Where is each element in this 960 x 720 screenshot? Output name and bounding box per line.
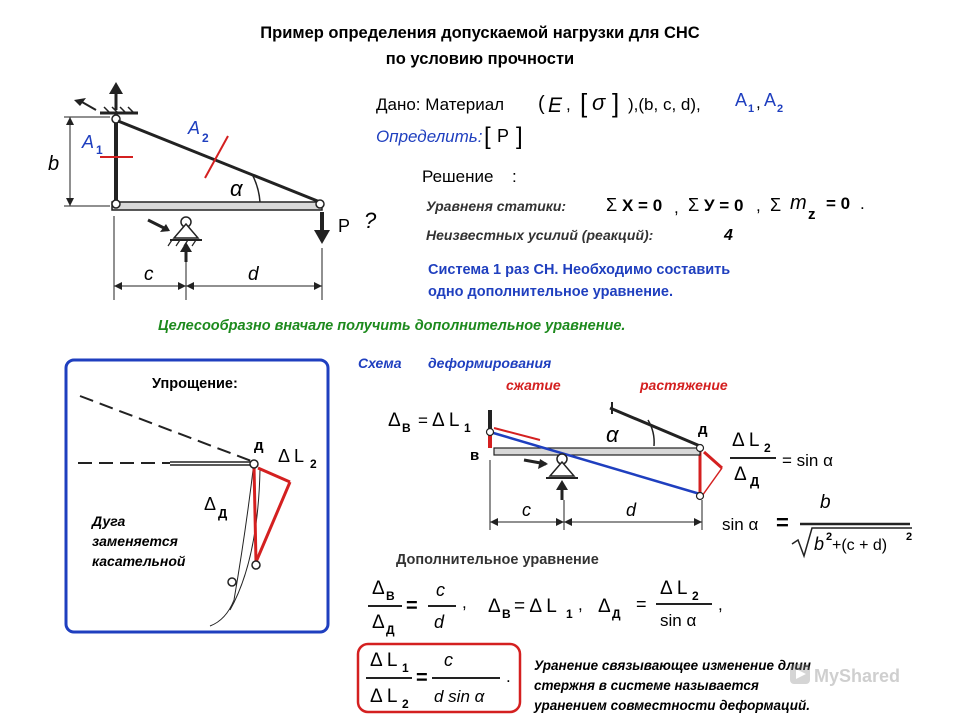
find-label: Определить: <box>376 127 483 146</box>
given-block <box>376 88 783 150</box>
solution-label: Решение <box>422 167 494 186</box>
sin-label: sin α <box>722 515 759 534</box>
watermark <box>790 664 900 686</box>
given-a1-sub: 1 <box>748 103 755 115</box>
compression-label: сжатие <box>506 377 561 393</box>
load-arrow-head <box>314 230 330 244</box>
green-note: Целесообразно вначале получить дополнительное уравнение. <box>158 318 626 334</box>
arc-note-3: касательной <box>92 553 186 569</box>
delta-l1: Δ L <box>432 410 460 431</box>
rod-a2 <box>118 121 320 202</box>
sum-2: Σ <box>688 195 700 215</box>
final-rden: d sin α <box>434 687 485 706</box>
f2-delta: Δ <box>488 596 501 617</box>
f3-num: Δ L <box>660 578 688 599</box>
f1-num: Δ <box>372 578 385 599</box>
question-mark: ? <box>364 208 377 233</box>
ratio-num-sub: 2 <box>764 441 771 455</box>
find-value: P <box>497 126 510 146</box>
scheme-title-2: деформирования <box>428 355 552 371</box>
ratio-rhs: = sin α <box>782 451 833 470</box>
given-a1: A <box>735 90 748 110</box>
given-e: E <box>548 94 563 117</box>
given-label: Дано: Материал <box>376 95 505 114</box>
f1-den: Δ <box>372 612 385 633</box>
alpha-label: α <box>230 176 243 201</box>
scheme-point-d: д <box>698 421 708 438</box>
given-sep: , <box>756 93 761 112</box>
f2-eq: = Δ L <box>514 596 557 617</box>
delta-b: Δ <box>388 410 401 431</box>
f1-rden: d <box>434 612 445 632</box>
displaced-beam <box>490 432 700 494</box>
svg-text:(: ( <box>538 93 545 115</box>
given-a2-sub: 2 <box>777 103 784 115</box>
sin-eq: = <box>776 510 789 535</box>
equations-label: Уравненя статики: <box>426 198 567 214</box>
reaction-arrow-up-head <box>109 82 123 94</box>
svg-text:]: ] <box>516 123 523 150</box>
ratio-den: Δ <box>734 464 747 485</box>
solution-block <box>158 167 865 334</box>
given-tail: ),(b, c, d), <box>628 95 701 114</box>
f3-den: sin α <box>660 611 697 630</box>
f3-comma: , <box>718 595 723 614</box>
delta-d-label: Δ <box>204 494 217 514</box>
f1-den-sub: Д <box>386 623 395 637</box>
sin-den-mid: +(c + d) <box>832 537 888 554</box>
title-line-1: Пример определения допускаемой нагрузки для СНС <box>260 24 700 42</box>
system-line-1: Система 1 раз СН. Необходимо составить <box>428 262 731 278</box>
ratio-num: Δ L <box>732 430 760 451</box>
scheme-beam <box>494 448 700 455</box>
f1-rnum: c <box>436 580 445 600</box>
dim-c-label: c <box>144 264 154 285</box>
arc-note-1: Дуга <box>92 513 126 529</box>
delta-l1-sub: 1 <box>464 421 471 435</box>
f3-eq: = <box>636 594 647 614</box>
f2-comma: , <box>578 595 583 614</box>
beam <box>112 202 322 210</box>
scheme-title-1: Схема <box>358 355 402 371</box>
final-eq: = <box>416 667 428 689</box>
eq-x: X = 0 <box>622 196 663 215</box>
additional-equation <box>358 552 900 713</box>
f2-sub2: 1 <box>566 607 573 621</box>
additional-title: Дополнительное уравнение <box>396 552 599 568</box>
label-a2: A <box>188 118 201 138</box>
simplification-frame <box>66 360 328 632</box>
compat-note-1: Уранение связывающее изменение длин <box>534 658 811 673</box>
eq-m-sub: z <box>808 206 816 223</box>
f3-sub: Д <box>612 607 621 621</box>
final-num-sub: 1 <box>402 661 409 675</box>
dim-b-label: b <box>48 153 60 175</box>
unknowns-value: 4 <box>724 227 733 244</box>
watermark-text: MyShared <box>814 666 901 686</box>
pin-support-icon <box>174 224 198 238</box>
final-rnum: c <box>444 650 453 670</box>
label-a2-sub: 2 <box>202 131 209 145</box>
simplification-box <box>66 360 328 632</box>
scheme-support-icon <box>550 462 574 476</box>
load-label: P <box>338 216 351 236</box>
delta-l2-sub: 2 <box>310 457 317 471</box>
scheme-dim-d: d <box>626 500 637 520</box>
comma-1: , <box>674 198 679 217</box>
dot-1: . <box>860 194 865 213</box>
sin-den-pow2: 2 <box>906 531 913 543</box>
sin-den-b: b <box>814 534 825 554</box>
eq-m: m <box>790 192 807 214</box>
small-arrow-icon <box>74 98 86 106</box>
delta-b-sub: В <box>402 421 411 435</box>
svg-text:]: ] <box>612 88 620 118</box>
dim-d-label: d <box>248 264 259 285</box>
scheme-dim-c: c <box>522 500 531 520</box>
system-line-2: одно дополнительное уравнение. <box>428 284 674 300</box>
solution-colon: : <box>512 167 517 186</box>
simplification-title: Упрощение: <box>152 376 238 392</box>
compat-note-2: стержня в системе называется <box>534 678 759 693</box>
deformation-vertical <box>254 466 256 562</box>
point-b-label: в <box>470 447 480 464</box>
f1-eq: = <box>406 595 418 617</box>
label-a1: A <box>82 132 95 152</box>
f1-num-sub: В <box>386 589 395 603</box>
compat-note-3: уранением совместности деформаций. <box>534 698 810 713</box>
top-figure <box>48 82 377 300</box>
svg-text:[: [ <box>484 123 491 150</box>
unknowns-label: Неизвестных усилий (реакций): <box>426 227 654 243</box>
svg-text:,: , <box>566 95 571 114</box>
f3-num-sub: 2 <box>692 589 699 603</box>
sin-num: b <box>820 492 831 513</box>
delta-l2-label: Δ L <box>278 446 305 466</box>
svg-text:[: [ <box>580 88 588 118</box>
eq-y: У = 0 <box>704 196 744 215</box>
delta-b-eq: = <box>418 411 428 430</box>
given-sigma: σ <box>592 90 606 115</box>
title-line-2: по условию прочности <box>385 50 575 68</box>
final-num: Δ L <box>370 650 398 671</box>
sum-3: Σ <box>770 195 782 215</box>
f2-sub: В <box>502 607 511 621</box>
label-a1-sub: 1 <box>96 143 103 157</box>
deformation-scheme <box>358 355 912 556</box>
sum-1: Σ <box>606 195 618 215</box>
arc-note-2: заменяется <box>92 533 178 549</box>
point-d-label: д <box>254 437 264 454</box>
ratio-den-sub: Д <box>750 474 760 489</box>
final-den-sub: 2 <box>402 697 409 711</box>
final-dot: . <box>506 667 511 686</box>
f1-comma: , <box>462 593 467 612</box>
final-den: Δ L <box>370 686 398 707</box>
tension-label: растяжение <box>640 377 728 393</box>
delta-d-sub: Д <box>218 506 228 521</box>
scheme-rod-a2 <box>610 408 700 446</box>
f3-delta: Δ <box>598 596 611 617</box>
comma-2: , <box>756 196 761 215</box>
sin-den-pow: 2 <box>826 531 833 543</box>
given-a2: A <box>764 90 777 110</box>
eq-m-val: = 0 <box>826 194 851 213</box>
scheme-alpha: α <box>606 422 619 447</box>
